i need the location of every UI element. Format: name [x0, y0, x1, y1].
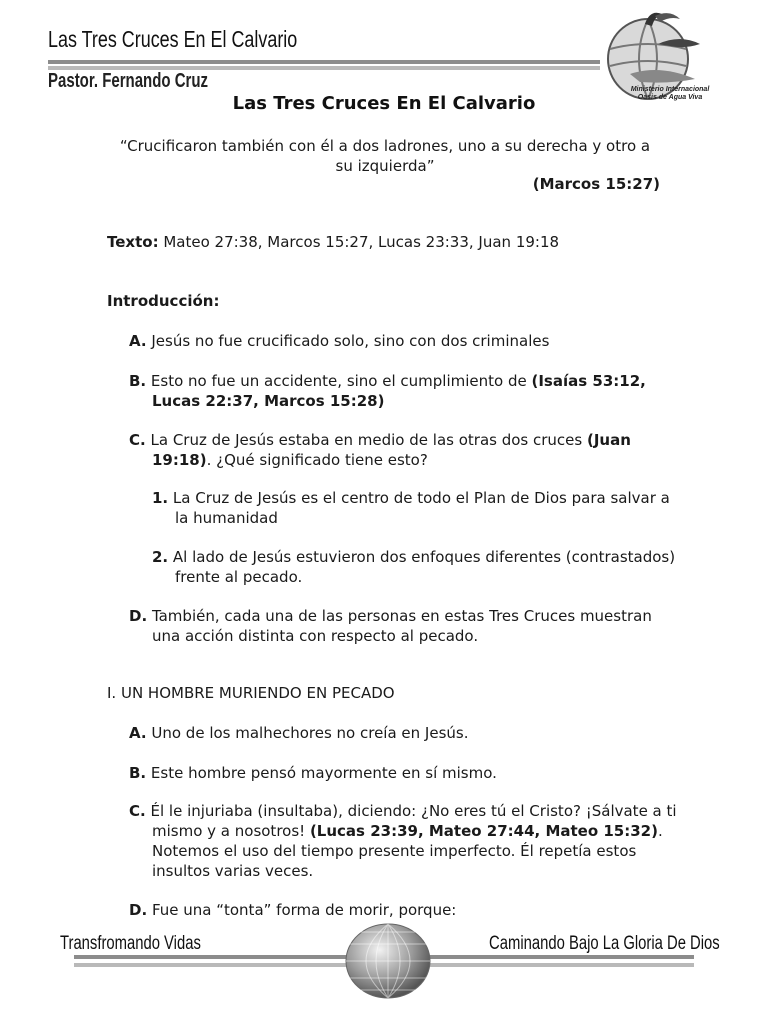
texto-references: Mateo 27:38, Marcos 15:27, Lucas 23:33, Juan 19:18	[163, 233, 560, 251]
header-title: Las Tres Cruces En El Calvario	[48, 26, 298, 52]
item-text-continued: . ¿Qué significado tiene esto?	[206, 451, 428, 469]
item-label: B.	[129, 372, 147, 390]
footer-right-text: Caminando Bajo La Gloria De Dios	[489, 933, 720, 954]
section-1-item-b	[129, 763, 682, 783]
intro-item-c	[129, 430, 682, 470]
logo-text-line-1: Ministerio Internacional	[630, 86, 710, 93]
item-text: La Cruz de Jesús estaba en medio de las otras dos cruces	[150, 431, 587, 449]
globe-icon	[344, 922, 432, 1000]
item-text: Uno de los malhechores no creía en Jesús.	[151, 724, 469, 742]
item-text: Este hombre pensó mayormente en sí mismo.	[150, 764, 497, 782]
item-text: También, cada una de las personas en estas Tres Cruces muestran una acción distinta con respecto al pecado.	[151, 607, 652, 645]
header-pastor: Pastor. Fernando Cruz	[48, 70, 209, 92]
section-1-item-c	[129, 801, 682, 881]
intro-heading: Introducción:	[107, 292, 220, 310]
epigraph-quote: “Crucificaron también con él a dos ladrones, uno a su derecha y otro a su izquierda”	[119, 137, 651, 175]
intro-subitem-2	[152, 547, 683, 587]
item-reference: (Lucas 23:39, Mateo 27:44, Mateo 15:32)	[309, 822, 658, 840]
texto-label: Texto:	[107, 233, 159, 251]
intro-item-a	[129, 331, 682, 351]
item-label: C.	[129, 802, 146, 820]
section-1-heading: I. UN HOMBRE MURIENDO EN PECADO	[107, 684, 395, 702]
item-reference: (Juan 19:18)	[152, 431, 631, 469]
intro-subitem-1	[152, 488, 683, 528]
logo-text-line-2: Oasis de Agua Viva	[637, 94, 703, 101]
intro-item-d	[129, 606, 682, 646]
item-text: Fue una “tonta” forma de morir, porque:	[151, 901, 457, 919]
section-1-item-d	[129, 900, 682, 920]
item-text: La Cruz de Jesús es el centro de todo el Plan de Dios para salvar a la humanidad	[172, 489, 670, 527]
item-label: B.	[129, 764, 147, 782]
item-label: A.	[129, 332, 147, 350]
header-divider	[48, 60, 600, 64]
item-label: A.	[129, 724, 147, 742]
item-label: 1.	[152, 489, 169, 507]
item-label: D.	[129, 607, 148, 625]
item-reference: (Isaías 53:12, Lucas 22:37, Marcos 15:28)	[152, 372, 646, 410]
item-text: Él le injuriaba (insultaba), diciendo: ¿No eres tú el Cristo? ¡Sálvate a ti mismo y a nosotros!	[150, 802, 677, 840]
item-label: D.	[129, 901, 148, 919]
item-text: Esto no fue un accidente, sino el cumplimiento de	[150, 372, 532, 390]
section-1-item-a	[129, 723, 682, 743]
document-title: Las Tres Cruces En El Calvario	[232, 93, 536, 114]
item-text-continued: . Notemos el uso del tiempo presente imperfecto. Él repetía estos insultos varias veces.	[152, 822, 663, 880]
item-text: Jesús no fue crucificado solo, sino con dos criminales	[151, 332, 550, 350]
texto-line	[107, 233, 559, 251]
item-label: 2.	[152, 548, 169, 566]
item-text: Al lado de Jesús estuvieron dos enfoques diferentes (contrastados) frente al pecado.	[172, 548, 676, 586]
footer-left-text: Transfromando Vidas	[60, 933, 201, 954]
epigraph-reference: (Marcos 15:27)	[532, 175, 660, 193]
intro-item-b	[129, 371, 682, 411]
item-label: C.	[129, 431, 146, 449]
